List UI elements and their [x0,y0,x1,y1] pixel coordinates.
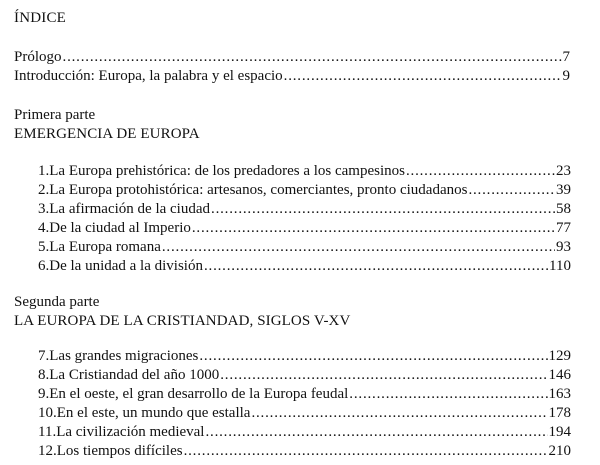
entry-page-number: 39 [556,182,571,198]
chapter-number: 1. [38,163,50,179]
leader-dots [162,238,555,257]
toc-entry-chapter [38,181,571,200]
leader-dots [349,385,547,404]
entry-title: La Europa romana [49,239,161,255]
entry-page-number: 58 [556,201,571,217]
toc-entry-chapter [38,257,571,276]
toc-entry-prologo [14,48,570,67]
entry-page-number: 9 [562,68,570,84]
entry-title: De la unidad a la división [49,258,203,274]
chapter-number: 10. [38,405,57,421]
chapter-number: 3. [38,201,50,217]
entry-title: Los tiempos difíciles [56,443,183,459]
part-title: EMERGENCIA DE EUROPA [14,126,200,142]
toc-entry-chapter [38,162,571,181]
entry-page-number: 23 [556,163,571,179]
leader-dots [220,366,547,385]
leader-dots [284,67,562,86]
entry-page-number: 129 [548,348,571,364]
toc-entry-chapter [38,238,571,257]
toc-entry-chapter [38,404,571,423]
chapter-number: 6. [38,258,50,274]
leader-dots [192,219,555,238]
entry-page-number: 93 [556,239,571,255]
leader-dots [63,48,562,67]
toc-entry-chapter [38,200,571,219]
entry-title: La Europa protohistórica: artesanos, comerciantes, pronto ciudadanos [49,182,468,198]
entry-title: Las grandes migraciones [49,348,199,364]
chapter-number: 5. [38,239,50,255]
chapter-number: 7. [38,348,50,364]
leader-dots [205,423,547,442]
chapter-number: 11. [38,424,57,440]
entry-title: De la ciudad al Imperio [49,220,191,236]
leader-dots [251,404,547,423]
leader-dots [199,347,547,366]
leader-dots [406,162,555,181]
leader-dots [468,181,555,200]
entry-page-number: 210 [548,443,571,459]
entry-title: Prólogo [14,49,62,65]
toc-entry-chapter [38,385,571,404]
entry-title: En el oeste, el gran desarrollo de la Europa feudal [49,386,349,402]
toc-entry-chapter [38,366,571,385]
entry-page-number: 194 [548,424,571,440]
entry-title: En el este, un mundo que estalla [56,405,251,421]
toc-entry-chapter [38,347,571,366]
leader-dots [211,200,555,219]
toc-entry-introduccion [14,67,570,86]
entry-page-number: 77 [556,220,571,236]
entry-page-number: 163 [548,386,571,402]
part-title: LA EUROPA DE LA CRISTIANDAD, SIGLOS V-XV [14,313,351,329]
entry-title: Introducción: Europa, la palabra y el espacio [14,68,283,84]
entry-title: La Cristiandad del año 1000 [49,367,220,383]
part-label: Segunda parte [14,294,100,310]
chapter-number: 4. [38,220,50,236]
entry-page-number: 178 [548,405,571,421]
part-label: Primera parte [14,107,96,123]
entry-title: La afirmación de la ciudad [49,201,211,217]
chapter-number: 12. [38,443,57,459]
chapter-number: 8. [38,367,50,383]
toc-entry-chapter [38,442,571,461]
leader-dots [184,442,548,461]
chapter-number: 2. [38,182,50,198]
leader-dots [204,257,548,276]
chapter-number: 9. [38,386,50,402]
entry-title: La civilización medieval [56,424,205,440]
entry-page-number: 146 [548,367,571,383]
toc-entry-chapter [38,219,571,238]
entry-page-number: 110 [549,258,571,274]
toc-entry-chapter [38,423,571,442]
entry-page-number: 7 [562,49,570,65]
entry-title: La Europa prehistórica: de los predadores a los campesinos [49,163,405,179]
toc-heading: ÍNDICE [14,10,67,26]
